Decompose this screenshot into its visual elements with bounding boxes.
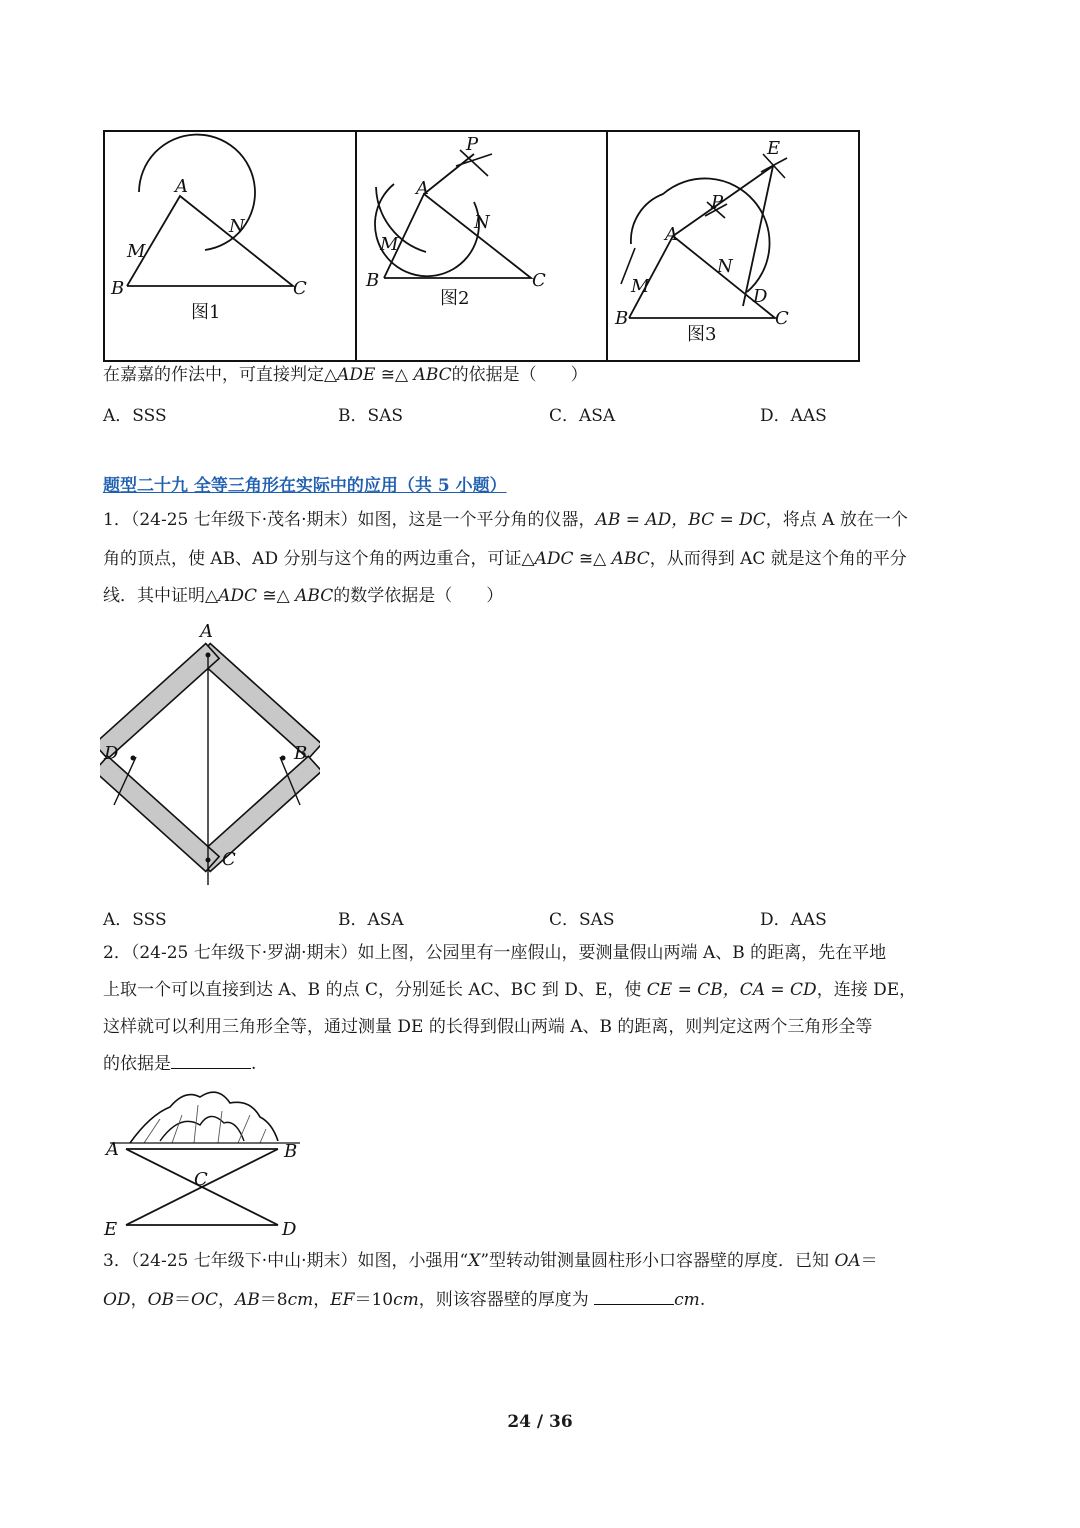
fig1-label-M: M bbox=[127, 241, 146, 262]
q3-line-1 bbox=[103, 1250, 878, 1272]
q3-math-ob: OB bbox=[147, 1290, 175, 1310]
q3-line-1-b: ”型转动钳测量圆柱形小口容器壁的厚度．已知 bbox=[480, 1251, 835, 1271]
construction-figures-box bbox=[103, 130, 860, 362]
q3-comma-3: ， bbox=[313, 1290, 331, 1310]
arm-cd bbox=[100, 756, 219, 871]
fig3-label-D: D bbox=[753, 286, 768, 307]
q3-equals-1: ＝ bbox=[174, 1290, 192, 1310]
fig3-label-M: M bbox=[631, 276, 650, 297]
q0-option-a: A．SSS bbox=[103, 406, 167, 426]
q3-unit-1: cm bbox=[287, 1290, 314, 1310]
q2-line-3: 这样就可以利用三角形全等，通过测量 DE 的长得到假山两端 A、B 的距离，则判定这两个三角形全等 bbox=[103, 1017, 873, 1037]
instrument-label-A: A bbox=[200, 621, 213, 642]
q3-period: . bbox=[699, 1290, 706, 1310]
angle-bisector-instrument-figure bbox=[100, 615, 320, 895]
q3-math-ef: EF bbox=[330, 1290, 355, 1310]
rockery-label-B: B bbox=[284, 1141, 298, 1162]
arm-ad bbox=[100, 644, 219, 759]
q1-line-2-b: ≅△ bbox=[573, 549, 612, 569]
q0-stem bbox=[103, 364, 588, 386]
q1-option-b: B．ASA bbox=[338, 910, 404, 930]
q1-line-1 bbox=[103, 509, 908, 531]
q0-stem-prefix: 在嘉嘉的作法中，可直接判定△ bbox=[103, 365, 338, 385]
q1-line-2-math-adc: ADC bbox=[534, 549, 574, 569]
q0-math-ade: ADE bbox=[337, 365, 376, 385]
q2-line-2-b: ，连接 DE， bbox=[816, 980, 917, 1000]
figure-3-svg bbox=[607, 132, 858, 360]
rockery-measurement-figure bbox=[100, 1085, 320, 1245]
q3-line-1-a: 3．（24-25 七年级下·中山·期末）如图，小强用“ bbox=[103, 1251, 469, 1271]
q1-line-3 bbox=[103, 585, 503, 607]
q2-line-2-a: 上取一个可以直接到达 A、B 的点 C，分别延长 AC、BC 到 D、E，使 bbox=[103, 980, 647, 1000]
q3-comma-2: ， bbox=[217, 1290, 235, 1310]
q1-option-a: A．SSS bbox=[103, 910, 167, 930]
rockery-label-C: C bbox=[194, 1169, 208, 1190]
q2-line-2 bbox=[103, 979, 916, 1001]
q3-question-text: ，则该容器壁的厚度为 bbox=[418, 1290, 595, 1310]
q3-math-x: X bbox=[468, 1251, 481, 1271]
q1-line-2 bbox=[103, 548, 907, 570]
fig1-caption: 图1 bbox=[191, 302, 221, 323]
q1-line-3-a: 线．其中证明△ bbox=[103, 586, 219, 606]
q3-value-ef: ＝10 bbox=[354, 1290, 394, 1310]
instrument-label-B: B bbox=[294, 743, 308, 764]
fig3-label-P: P bbox=[711, 192, 724, 213]
fig3-label-A: A bbox=[665, 224, 678, 245]
q1-line-3-math-abc: ABC bbox=[295, 586, 334, 606]
q2-line-2-math: CE = CB，CA = CD bbox=[646, 980, 817, 1000]
q2-line-4-end: . bbox=[251, 1054, 257, 1074]
instrument-label-D: D bbox=[104, 743, 119, 764]
q0-math-abc: ABC bbox=[413, 365, 452, 385]
q3-math-ab: AB bbox=[234, 1290, 260, 1310]
q3-comma-1: ， bbox=[130, 1290, 148, 1310]
q3-unit-2: cm bbox=[393, 1290, 419, 1310]
q2-answer-blank[interactable] bbox=[171, 1052, 251, 1069]
fig2-label-P: P bbox=[466, 134, 479, 155]
q0-option-d: D．AAS bbox=[760, 406, 827, 426]
q3-answer-blank[interactable] bbox=[594, 1288, 674, 1305]
figure-3 bbox=[607, 132, 858, 360]
q1-line-2-math-abc: ABC bbox=[611, 549, 650, 569]
fig1-label-N: N bbox=[229, 216, 245, 237]
fig3-label-N: N bbox=[717, 256, 733, 277]
rockery-label-A: A bbox=[106, 1139, 119, 1160]
fig2-label-A: A bbox=[416, 178, 429, 199]
section-heading: 题型二十九 全等三角形在实际中的应用（共 5 小题） bbox=[103, 476, 507, 496]
instrument-label-C: C bbox=[222, 849, 236, 870]
q3-math-od: OD bbox=[103, 1290, 131, 1310]
q0-stem-suffix: 的依据是（ ） bbox=[451, 365, 588, 385]
q3-math-oa: OA bbox=[834, 1251, 861, 1271]
fig1-label-A: A bbox=[175, 176, 188, 197]
q1-line-3-math-adc: ADC bbox=[218, 586, 257, 606]
q2-line-4-text: 的依据是 bbox=[103, 1054, 171, 1074]
fig2-label-M: M bbox=[380, 234, 399, 255]
q1-option-c: C．SAS bbox=[549, 910, 615, 930]
fig3-label-E: E bbox=[767, 138, 781, 159]
q3-unit-3: cm bbox=[674, 1290, 700, 1310]
q1-line-1-text: 1．（24-25 七年级下·茂名·期末）如图，这是一个平分角的仪器， bbox=[103, 510, 596, 530]
q1-line-3-b: ≅△ bbox=[257, 586, 296, 606]
rockery-label-E: E bbox=[104, 1219, 118, 1240]
fig2-label-B: B bbox=[366, 270, 380, 291]
q3-line-1-c: ＝ bbox=[860, 1251, 878, 1271]
q2-line-4 bbox=[103, 1052, 256, 1075]
figure-1 bbox=[105, 132, 357, 360]
q3-value-ab: ＝8 bbox=[259, 1290, 288, 1310]
fig2-label-C: C bbox=[532, 270, 546, 291]
q3-math-oc: OC bbox=[191, 1290, 218, 1310]
fig1-label-B: B bbox=[111, 278, 125, 299]
fig1-label-C: C bbox=[293, 278, 307, 299]
q1-line-2-c: ，从而得到 AC 就是这个角的平分 bbox=[649, 549, 907, 569]
q1-line-3-c: 的数学依据是（ ） bbox=[333, 586, 504, 606]
rockery-label-D: D bbox=[282, 1219, 297, 1240]
fig3-label-C: C bbox=[775, 308, 789, 329]
page-number: 24 / 36 bbox=[507, 1412, 573, 1432]
figure-2 bbox=[356, 132, 608, 360]
q2-line-1: 2．（24-25 七年级下·罗湖·期末）如上图，公园里有一座假山，要测量假山两端 A、B 的距离，先在平地 bbox=[103, 943, 887, 963]
q0-congruent-sign: ≅△ bbox=[375, 365, 414, 385]
figure-1-svg bbox=[105, 132, 355, 360]
q1-line-2-a: 角的顶点，使 AB、AD 分别与这个角的两边重合，可证△ bbox=[103, 549, 535, 569]
fig2-label-N: N bbox=[474, 212, 490, 233]
q3-line-2 bbox=[103, 1288, 705, 1311]
fig3-label-B: B bbox=[615, 308, 629, 329]
fig3-caption: 图3 bbox=[687, 324, 717, 345]
q1-line-1-end: ，将点 A 放在一个 bbox=[765, 510, 908, 530]
q1-line-1-math: AB = AD，BC = DC bbox=[595, 510, 766, 530]
fig2-caption: 图2 bbox=[440, 288, 470, 309]
figure-2-svg bbox=[356, 132, 606, 360]
q0-option-b: B．SAS bbox=[338, 406, 404, 426]
q1-option-d: D．AAS bbox=[760, 910, 827, 930]
q0-option-c: C．ASA bbox=[549, 406, 616, 426]
